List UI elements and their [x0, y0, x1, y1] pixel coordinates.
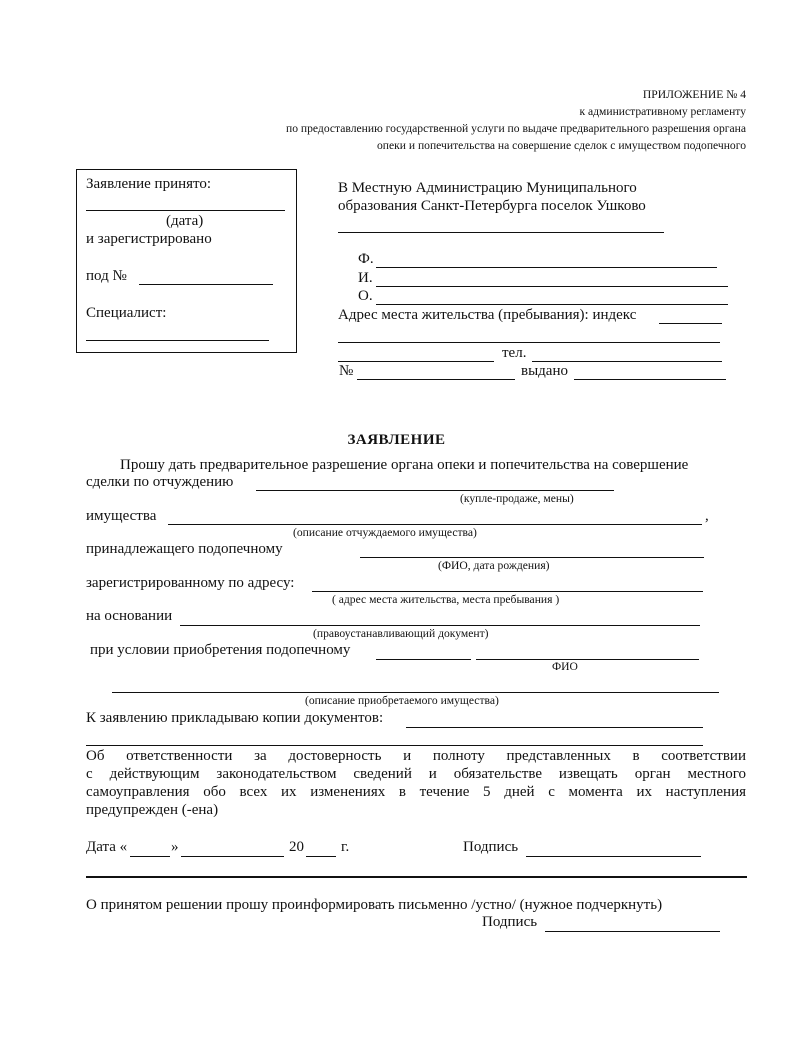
address-field-line1[interactable]	[338, 342, 720, 343]
inform-text: О принятом решении прошу проинформировать письменно /устно/ (нужное подчеркнуть)	[86, 897, 663, 913]
day-field[interactable]	[130, 856, 170, 857]
accepted-date-field[interactable]	[86, 210, 285, 211]
addressee-line2: образования Санкт-Петербурга поселок Ушково	[338, 198, 646, 214]
address-label: Адрес места жительства (пребывания): индекс	[338, 307, 637, 323]
deal-label: сделки по отчуждению	[86, 474, 234, 490]
date-close-quote: »	[171, 839, 179, 855]
property-label: имущества	[86, 508, 157, 524]
appendix-service-line2: опеки и попечительства на совершение сделок с имуществом подопечного	[376, 139, 746, 152]
date-caption: (дата)	[166, 213, 204, 229]
patronymic-field[interactable]	[376, 304, 728, 305]
signature-field[interactable]	[526, 856, 701, 857]
issued-field[interactable]	[574, 379, 726, 380]
section-divider	[86, 876, 747, 878]
issued-label: выдано	[521, 363, 568, 379]
registered-label: и зарегистрировано	[86, 231, 212, 247]
acquisition-field-1[interactable]	[376, 659, 471, 660]
postal-index-field[interactable]	[659, 323, 722, 324]
phone-field[interactable]	[532, 361, 722, 362]
phone-label: тел.	[502, 345, 527, 361]
addressee-extra-field[interactable]	[338, 232, 664, 233]
responsibility-paragraph	[86, 747, 746, 819]
surname-label: Ф.	[358, 251, 374, 267]
acquired-property-field[interactable]	[112, 692, 719, 693]
registered-address-label: зарегистрированному по адресу:	[86, 575, 295, 591]
doc-number-label: №	[339, 363, 354, 379]
attachments-field-line2[interactable]	[86, 745, 703, 746]
owner-label: принадлежащего подопечному	[86, 541, 283, 557]
specialist-label: Специалист:	[86, 305, 167, 321]
basis-caption: (правоустанавливающий документ)	[313, 627, 489, 640]
appendix-service-line1: по предоставлению государственной услуги по выдаче предварительного разрешения органа	[286, 122, 746, 135]
property-caption: (описание отчуждаемого имущества)	[293, 526, 477, 539]
name-field[interactable]	[376, 286, 728, 287]
owner-field[interactable]	[360, 557, 704, 558]
appendix-subtitle: к административному регламенту	[579, 105, 746, 118]
fio-caption: ФИО	[552, 660, 578, 673]
intro-text: Прошу дать предварительное разрешение органа опеки и попечительства на совершение	[120, 457, 689, 473]
year-suffix: г.	[341, 839, 350, 855]
footer-signature-label: Подпись	[482, 914, 538, 930]
acquisition-fio-field[interactable]	[476, 659, 699, 660]
attachments-label: К заявлению прикладываю копии документов:	[86, 710, 384, 726]
addressee-line1: В Местную Администрацию Муниципального	[338, 180, 637, 196]
responsibility-line2: с действующим законодательством сведений и обязательстве извещать орган местного	[86, 766, 746, 782]
doc-number-field[interactable]	[357, 379, 515, 380]
year-field[interactable]	[306, 856, 336, 857]
patronymic-label: О.	[358, 288, 373, 304]
reg-number-field[interactable]	[139, 284, 273, 285]
registered-address-field[interactable]	[312, 591, 703, 592]
registered-address-caption: ( адрес места жительства, места пребывания )	[332, 593, 560, 606]
owner-caption: (ФИО, дата рождения)	[438, 559, 550, 572]
receipt-box	[76, 169, 297, 353]
appendix-number: ПРИЛОЖЕНИЕ № 4	[642, 88, 746, 101]
address-field-line2[interactable]	[338, 361, 494, 362]
signature-label: Подпись	[463, 839, 519, 855]
condition-label: при условии приобретения подопечному	[90, 642, 351, 658]
responsibility-line4: предупрежден (-ена)	[86, 802, 219, 818]
footer-signature-field[interactable]	[545, 931, 720, 932]
specialist-field[interactable]	[86, 340, 269, 341]
month-field[interactable]	[181, 856, 284, 857]
basis-label: на основании	[86, 608, 173, 624]
basis-field[interactable]	[180, 625, 700, 626]
deal-caption: (купле-продаже, мены)	[460, 492, 574, 505]
attachments-field-line1[interactable]	[406, 727, 703, 728]
responsibility-line1: Об ответственности за достоверность и полноту представленных в соответствии	[86, 748, 746, 764]
deal-type-field[interactable]	[256, 490, 614, 491]
property-comma: ,	[705, 508, 709, 524]
responsibility-line3: самоуправления обо всех их изменениях в течение 5 дней с момента их наступления	[86, 784, 746, 800]
accepted-label: Заявление принято:	[86, 176, 212, 192]
date-label: Дата «	[86, 839, 128, 855]
year-prefix: 20	[289, 839, 304, 855]
acquired-property-caption: (описание приобретаемого имущества)	[305, 694, 499, 707]
document-title: ЗАЯВЛЕНИЕ	[347, 432, 446, 448]
property-field[interactable]	[168, 524, 702, 525]
name-label: И.	[358, 270, 373, 286]
surname-field[interactable]	[376, 267, 717, 268]
reg-number-label: под №	[86, 268, 127, 284]
